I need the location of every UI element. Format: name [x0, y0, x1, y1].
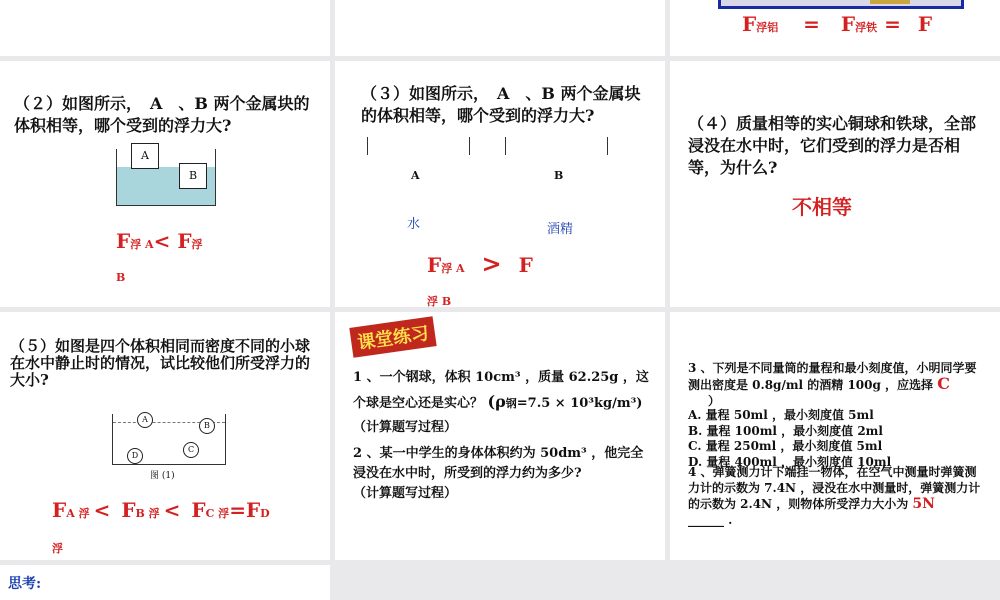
question-5-text: （５）如图是四个体积相同而密度不同的小球在水中静止时的情况，试比较他们所受浮力的大小? — [10, 337, 311, 389]
slide-panel-1 — [0, 0, 330, 56]
answer-3-formula: F浮 A > F — [427, 249, 533, 278]
ball-c: C — [183, 442, 199, 458]
block-b-label: B — [554, 169, 564, 182]
alcohol-label: 酒精 — [547, 222, 574, 237]
slide-panel-7 — [0, 312, 330, 560]
slide-panel-3 — [670, 0, 1000, 56]
block-illustration — [870, 0, 910, 4]
exercise-4-text: 4 、弹簧测力计下端挂一物体，在空气中测量时弹簧测力计的示数为 7.4N ，浸没在水中测量时，弹簧测力计的示数为 2.4N ，则物体所受浮力大小为 5N ______ . — [688, 465, 981, 527]
slide-panel-6 — [670, 61, 1000, 307]
answer-2-formula: F浮 A< F浮 — [116, 229, 203, 253]
slide-panel-4 — [0, 61, 330, 307]
slide-panel-8 — [335, 312, 665, 560]
figure-caption: 图 (1) — [150, 471, 175, 481]
tank-illustration — [112, 414, 226, 465]
beaker-left-wall — [367, 137, 368, 155]
block-b: B — [179, 163, 207, 189]
slide-panel-2 — [335, 0, 665, 56]
question-2-text: （２）如图所示， A 、B 两个金属块的体积相等，哪个受到的浮力大? — [14, 94, 310, 135]
thinking-title: 思考: — [8, 576, 42, 592]
rho-symbol: (ρ — [487, 392, 506, 411]
option-d: D. 量程 400ml ，最小刻度值 10ml — [688, 454, 892, 469]
slide-panel-10 — [0, 565, 330, 600]
block-a: A — [131, 143, 159, 169]
answer-3-subscript-b: 浮 B — [427, 295, 452, 307]
answer-5-formula: FA 浮 < FB 浮 < FC 浮=FD — [52, 498, 270, 522]
exercise-1-text: 1 、一个钢球，体积 10cm³ ，质量 62.25g ，这个球是空心还是实心？ (ρ钢=7.5 × 10³kg/m³) （计算题写过程） — [353, 370, 649, 435]
exercise-3-text: 3 、下列是不同量筒的量程和最小刻度值，小明同学要测出密度是 0.8g/ml 的酒精 100g ，应选择 C ） — [688, 361, 977, 408]
option-c: C. 量程 250ml ，最小刻度值 5ml — [688, 439, 883, 453]
beaker-right-wall — [505, 137, 506, 155]
block-a-label: A — [411, 169, 420, 182]
buoyancy-equality-formula: F浮铝 = F浮铁 = F — [742, 12, 933, 36]
exercise-2-text: 2 、某一中学生的身体体积约为 50dm³ ，他完全浸没在水中时，所受到的浮力约为多少? （计算题写过程） — [353, 446, 644, 501]
option-a: A. 量程 50ml ，最小刻度值 5ml — [688, 408, 874, 422]
option-list — [688, 408, 891, 470]
answer-2-subscript-b: B — [116, 271, 126, 284]
water-tank-illustration — [116, 149, 216, 206]
beaker-left-wall-2 — [469, 137, 470, 155]
ball-a: A — [137, 412, 153, 428]
water-label: 水 — [407, 217, 421, 232]
practice-banner: 课堂练习 — [349, 316, 436, 357]
answer-4-text: 不相等 — [792, 195, 852, 219]
question-4-text: （４）质量相等的实心铜球和铁球，全部浸没在水中时，它们受到的浮力是否相等，为什么? — [688, 114, 977, 177]
option-b: B. 量程 100ml ，最小刻度值 2ml — [688, 423, 883, 438]
container-illustration — [718, 0, 964, 9]
question-3-text: （３）如图所示， A 、B 两个金属块的体积相等，哪个受到的浮力大? — [361, 84, 641, 125]
slide-panel-9 — [670, 312, 1000, 560]
ball-d: D — [127, 448, 143, 464]
answer-5-subscript: 浮 — [52, 542, 63, 555]
ball-b: B — [199, 418, 215, 434]
beaker-right-wall-2 — [607, 137, 608, 155]
slide-panel-5 — [335, 61, 665, 307]
